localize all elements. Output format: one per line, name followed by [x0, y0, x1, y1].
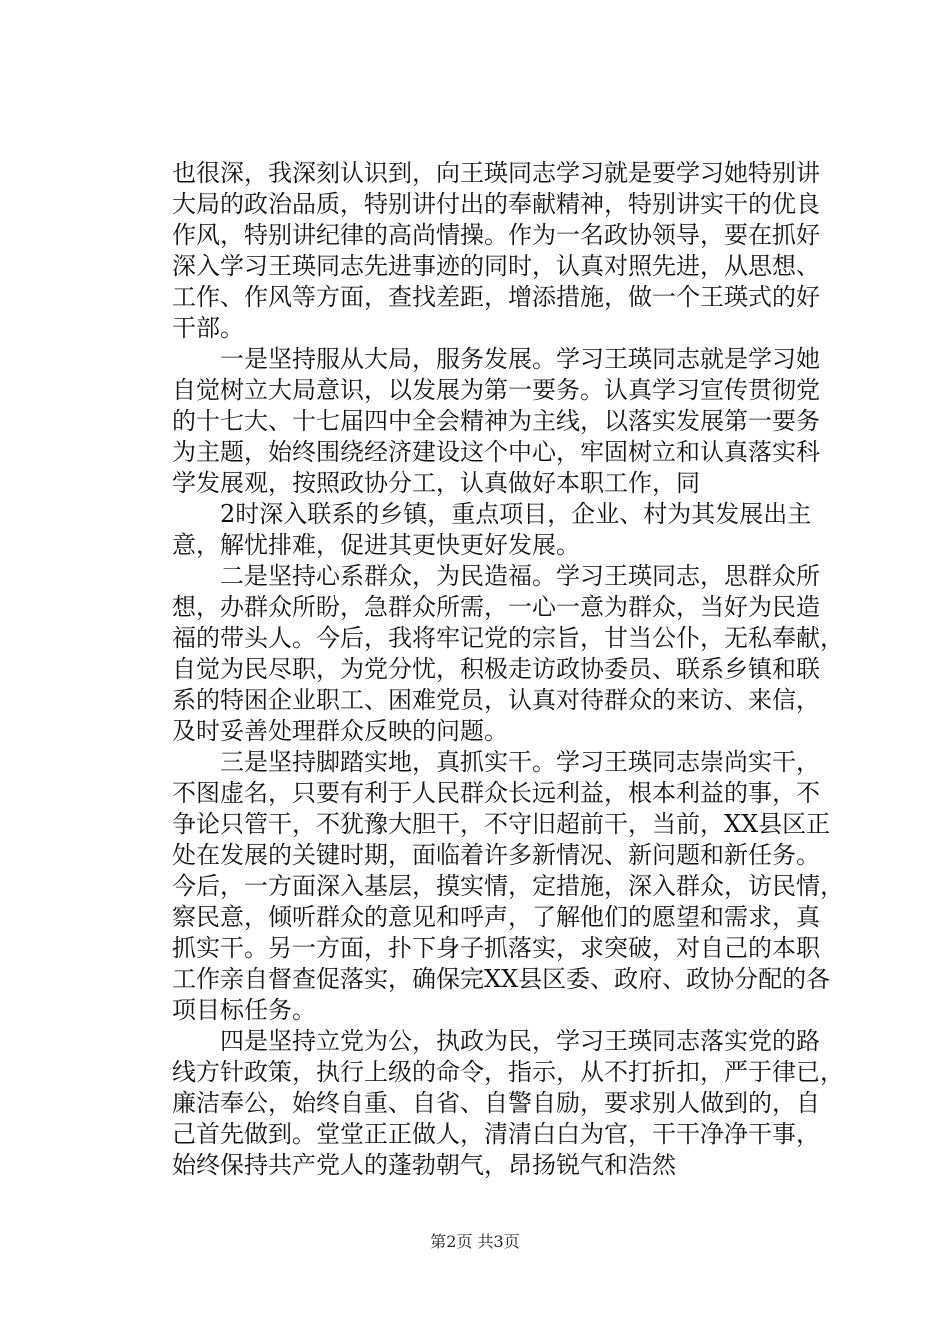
text-line: 一是坚持服从大局，服务发展。学习王瑛同志就是学习她	[172, 345, 820, 373]
text-line: 二是坚持心系群众，为民造福。学习王瑛同志，思群众所	[172, 562, 820, 590]
text-line: 工作、作风等方面，查找差距，增添措施，做一个王瑛式的好	[172, 283, 820, 311]
text-line: 为主题，始终围绕经济建设这个中心，牢固树立和认真落实科	[172, 438, 820, 466]
text-line: 线方针政策，执行上级的命令，指示，从不打折扣，严于律已，	[172, 1058, 844, 1086]
text-line: 己首先做到。堂堂正正做人，清清白白为官，干干净净干事，	[172, 1120, 820, 1148]
text-line: 深入学习王瑛同志先进事迹的同时，认真对照先进，从思想、	[172, 252, 820, 280]
text-line: 作风，特别讲纪律的高尚情操。作为一名政协领导，要在抓好	[172, 221, 820, 249]
text-line: 想，办群众所盼，急群众所需，一心一意为群众，当好为民造	[172, 593, 820, 621]
text-line: 争论只管干，不犹豫大胆干，不守旧超前干，当前，XX县区正	[172, 810, 831, 838]
text-line: 也很深，我深刻认识到，向王瑛同志学习就是要学习她特别讲	[172, 159, 820, 187]
text-line: 工作亲自督查促落实，确保完XX县区委、政府、政协分配的各	[172, 965, 831, 993]
text-line: 廉洁奉公，始终自重、自省、自警自励，要求别人做到的，自	[172, 1089, 820, 1117]
page-number-footer: 第2页 共3页	[430, 1232, 520, 1251]
text-line: 三是坚持脚踏实地，真抓实干。学习王瑛同志崇尚实干，	[172, 748, 820, 776]
body-text	[172, 158, 844, 1181]
text-line: 四是坚持立党为公，执政为民，学习王瑛同志落实党的路	[172, 1027, 820, 1055]
text-line: 自觉树立大局意识，以发展为第一要务。认真学习宣传贯彻党	[172, 376, 820, 404]
text-line: 大局的政治品质，特别讲付出的奉献精神，特别讲实干的优良	[172, 190, 820, 218]
text-line: 系的特困企业职工、困难党员，认真对待群众的来访、来信，	[172, 686, 820, 714]
text-line: 今后，一方面深入基层，摸实情，定措施，深入群众，访民情，	[172, 872, 844, 900]
text-line: 自觉为民尽职，为党分忧，积极走访政协委员、联系乡镇和联	[172, 655, 820, 683]
text-line: 项目标任务。	[172, 996, 316, 1024]
text-line: 意，解忧排难，促进其更快更好发展。	[172, 531, 580, 559]
text-line: 学发展观，按照政协分工，认真做好本职工作，同	[172, 469, 700, 497]
text-line: 不图虚名，只要有利于人民群众长远利益，根本利益的事，不	[172, 779, 820, 807]
text-line: 的十七大、十七届四中全会精神为主线，以落实发展第一要务	[172, 407, 820, 435]
text-line: 2时深入联系的乡镇，重点项目，企业、村为其发展出主	[172, 500, 812, 528]
text-line: 抓实干。另一方面，扑下身子抓落实，求突破，对自己的本职	[172, 934, 820, 962]
text-line: 及时妥善处理群众反映的问题。	[172, 717, 508, 745]
text-line: 干部。	[172, 314, 244, 342]
text-line: 处在发展的关键时期，面临着许多新情况、新问题和新任务。	[172, 841, 820, 869]
text-line: 察民意，倾听群众的意见和呼声，了解他们的愿望和需求，真	[172, 903, 820, 931]
text-line: 始终保持共产党人的蓬勃朝气，昂扬锐气和浩然	[172, 1151, 676, 1179]
text-line: 福的带头人。今后，我将牢记党的宗旨，甘当公仆，无私奉献，	[172, 624, 844, 652]
